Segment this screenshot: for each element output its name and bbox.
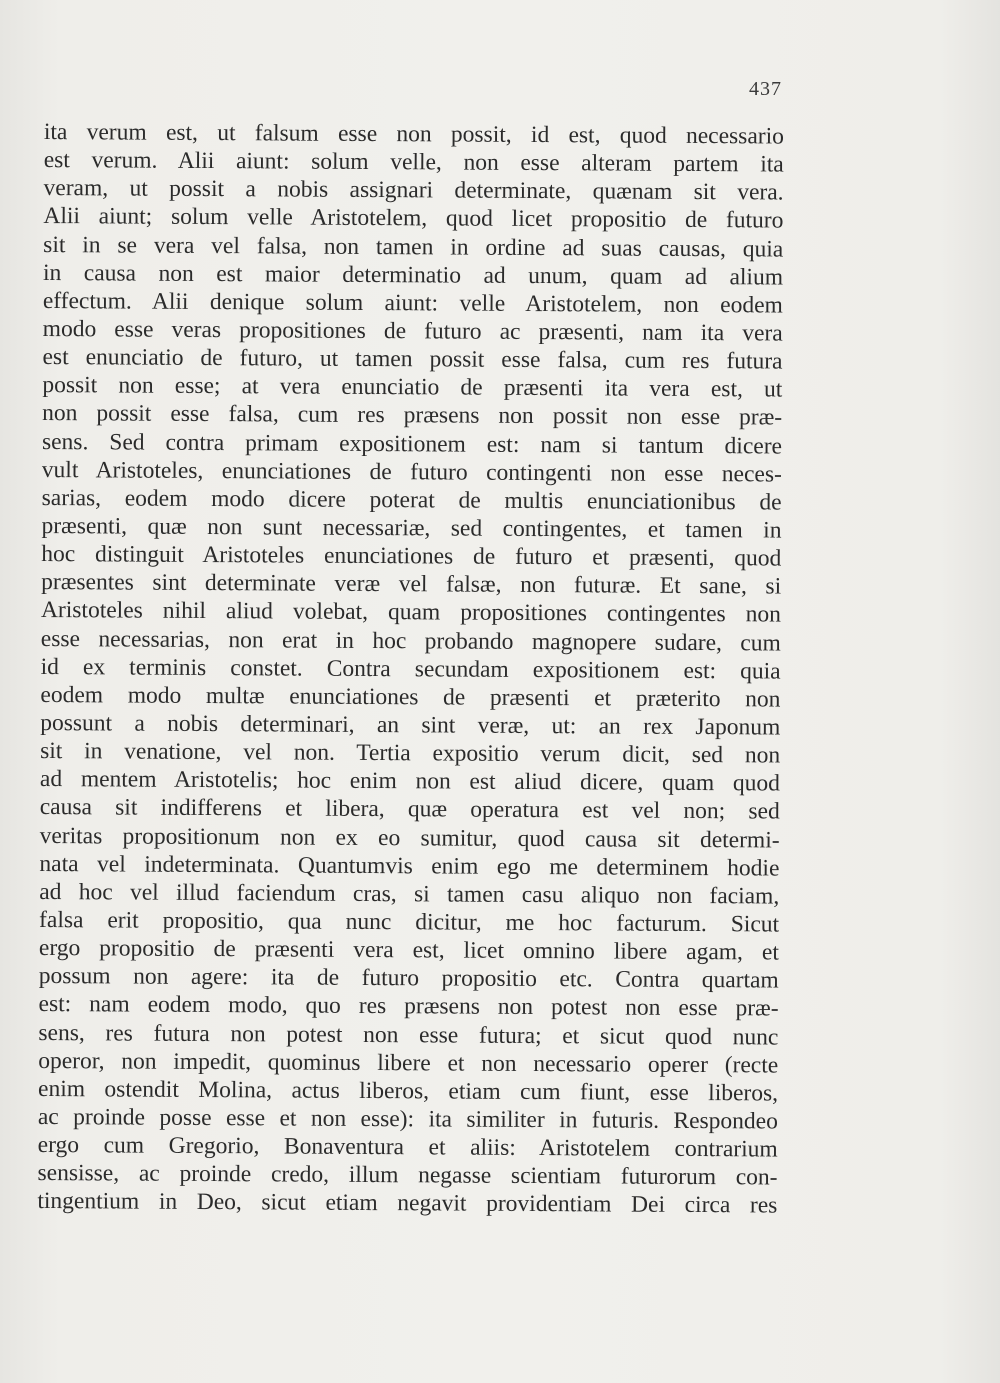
text-line: tingentium in Deo, sicut etiam negavit providentiam Dei circa res xyxy=(37,1188,778,1219)
text-line: non possit esse falsa, cum res præsens non possit non esse præ- xyxy=(42,400,783,431)
text-line: est enunciatio de futuro, ut tamen possit esse falsa, cum res futura xyxy=(42,344,783,375)
text-line: id ex terminis constet. Contra secundam expositionem est: quia xyxy=(40,653,781,685)
text-line: ergo cum Gregorio, Bonaventura et aliis: Aristotelem contrarium xyxy=(37,1132,778,1163)
text-line: Aristoteles nihil aliud volebat, quam propositiones contingentes non xyxy=(40,597,782,628)
text-line: esse necessarias, non erat in hoc probando magnopere sudare, cum xyxy=(40,625,781,657)
text-line: nata vel indeterminata. Quantumvis enim ego me determinem hodie xyxy=(39,850,780,882)
body-text xyxy=(37,118,784,1220)
text-line: sit in venatione, vel non. Tertia expositio verum dicit, sed non xyxy=(40,738,781,769)
text-line: veram, ut possit a nobis assignari determinate, quænam sit vera. xyxy=(43,175,784,206)
text-line: possunt a nobis determinari, an sint veræ, ut: an rex Japonum xyxy=(40,709,781,741)
text-line: eodem modo multæ enunciationes de præsenti et præterito non xyxy=(40,681,781,713)
text-line: in causa non est maior determinatio ad unum, quam ad alium xyxy=(42,259,784,291)
text-line: veritas propositionum non ex eo sumitur, quod causa sit determi- xyxy=(39,822,780,854)
text-line: effectum. Alii denique solum aiunt: velle Aristotelem, non eodem xyxy=(42,287,783,319)
text-line: hoc distinguit Aristoteles enunciationes de futuro et præsenti, quod xyxy=(41,541,782,572)
text-line: ita verum est, ut falsum esse non possit, id est, quod necessario xyxy=(43,118,784,150)
text-line: sit in se vera vel falsa, non tamen in ordine ad suas causas, quia xyxy=(43,231,784,263)
text-line: præsenti, quæ non sunt necessariæ, sed contingentes, et tamen in xyxy=(41,512,782,544)
text-line: operor, non impedit, quominus libere et non necessario operer (recte xyxy=(38,1047,779,1079)
text-line: ac proinde posse esse et non esse): ita similiter in futuris. Respondeo xyxy=(37,1103,778,1135)
text-line: vult Aristoteles, enunciationes de futuro contingenti non esse neces- xyxy=(41,456,782,488)
text-line: sens, res futura non potest non esse futura; et sicut quod nunc xyxy=(38,1019,779,1051)
text-line: est verum. Alii aiunt: solum velle, non esse alteram partem ita xyxy=(43,147,784,178)
text-line: sarias, eodem modo dicere poterat de multis enunciationibus de xyxy=(41,484,782,516)
text-line: est: nam eodem modo, quo res præsens non potest non esse præ- xyxy=(38,991,779,1022)
text-line: causa sit indifferens et libera, quæ operatura est vel non; sed xyxy=(39,794,780,825)
text-line: ergo propositio de præsenti vera est, licet omnino libere agam, et xyxy=(38,935,779,966)
text-line: falsa erit propositio, qua nunc dicitur, me hoc facturum. Sicut xyxy=(39,906,780,938)
text-line: ad mentem Aristotelis; hoc enim non est aliud dicere, quam quod xyxy=(39,766,781,797)
text-line: sens. Sed contra primam expositionem est: nam si tantum dicere xyxy=(41,428,783,460)
text-line: ad hoc vel illud faciendum cras, si tamen casu aliquo non faciam, xyxy=(39,878,780,910)
text-line: possum non agere: ita de futuro propositio etc. Contra quartam xyxy=(38,963,779,994)
text-line: sensisse, ac proinde credo, illum negasse scientiam futurorum con- xyxy=(37,1160,778,1191)
text-line: modo esse veras propositiones de futuro ac præsenti, nam ita vera xyxy=(42,315,783,347)
text-line: enim ostendit Molina, actus liberos, etiam cum fiunt, esse liberos, xyxy=(37,1075,779,1107)
text-line: possit non esse; at vera enunciatio de præsenti ita vera est, ut xyxy=(42,372,783,403)
text-line: Alii aiunt; solum velle Aristotelem, quod licet propositio de futuro xyxy=(43,203,784,234)
text-line: præsentes sint determinate veræ vel falsæ, non futuræ. Et sane, si xyxy=(41,569,782,600)
page-number: 437 xyxy=(749,78,782,100)
